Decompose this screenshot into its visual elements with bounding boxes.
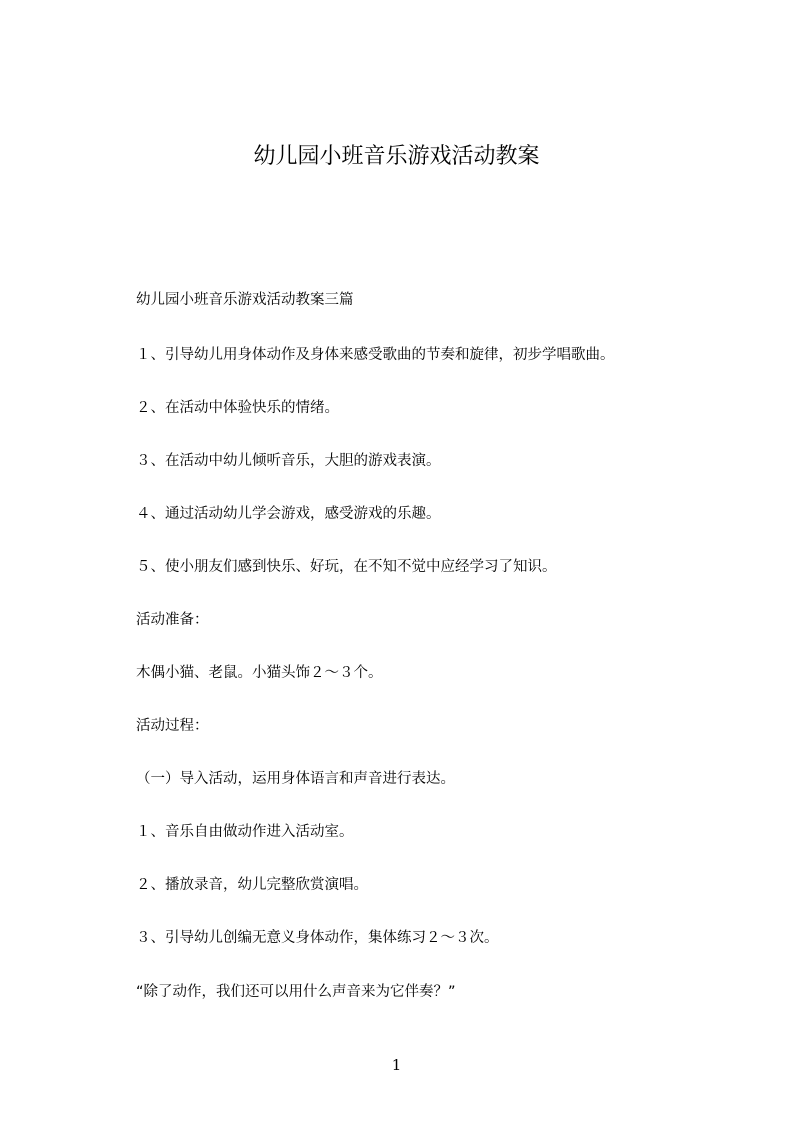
paragraph: ３、在活动中幼儿倾听音乐，大胆的游戏表演。 bbox=[136, 453, 441, 469]
page-number: 1 bbox=[391, 1056, 402, 1074]
section-heading: 活动准备： bbox=[136, 612, 209, 628]
section-heading: 活动过程： bbox=[136, 718, 209, 734]
paragraph: ３、引导幼儿创编无意义身体动作，集体练习２～３次。 bbox=[136, 930, 499, 946]
paragraph: 木偶小猫、老鼠。小猫头饰２～３个。 bbox=[136, 665, 383, 681]
paragraph: “除了动作，我们还可以用什么声音来为它伴奏？” bbox=[136, 984, 456, 1000]
paragraph: ５、使小朋友们感到快乐、好玩，在不知不觉中应经学习了知识。 bbox=[136, 559, 557, 575]
paragraph: ２、在活动中体验快乐的情绪。 bbox=[136, 400, 339, 416]
paragraph: １、引导幼儿用身体动作及身体来感受歌曲的节奏和旋律，初步学唱歌曲。 bbox=[136, 347, 615, 363]
paragraph: １、音乐自由做动作进入活动室。 bbox=[136, 824, 354, 840]
paragraph: （一）导入活动，运用身体语言和声音进行表达。 bbox=[136, 771, 455, 787]
paragraph: ４、通过活动幼儿学会游戏，感受游戏的乐趣。 bbox=[136, 506, 441, 522]
document-subtitle: 幼儿园小班音乐游戏活动教案三篇 bbox=[136, 292, 354, 308]
page-title: 幼儿园小班音乐游戏活动教案 bbox=[253, 144, 540, 169]
paragraph: ２、播放录音，幼儿完整欣赏演唱。 bbox=[136, 877, 368, 893]
